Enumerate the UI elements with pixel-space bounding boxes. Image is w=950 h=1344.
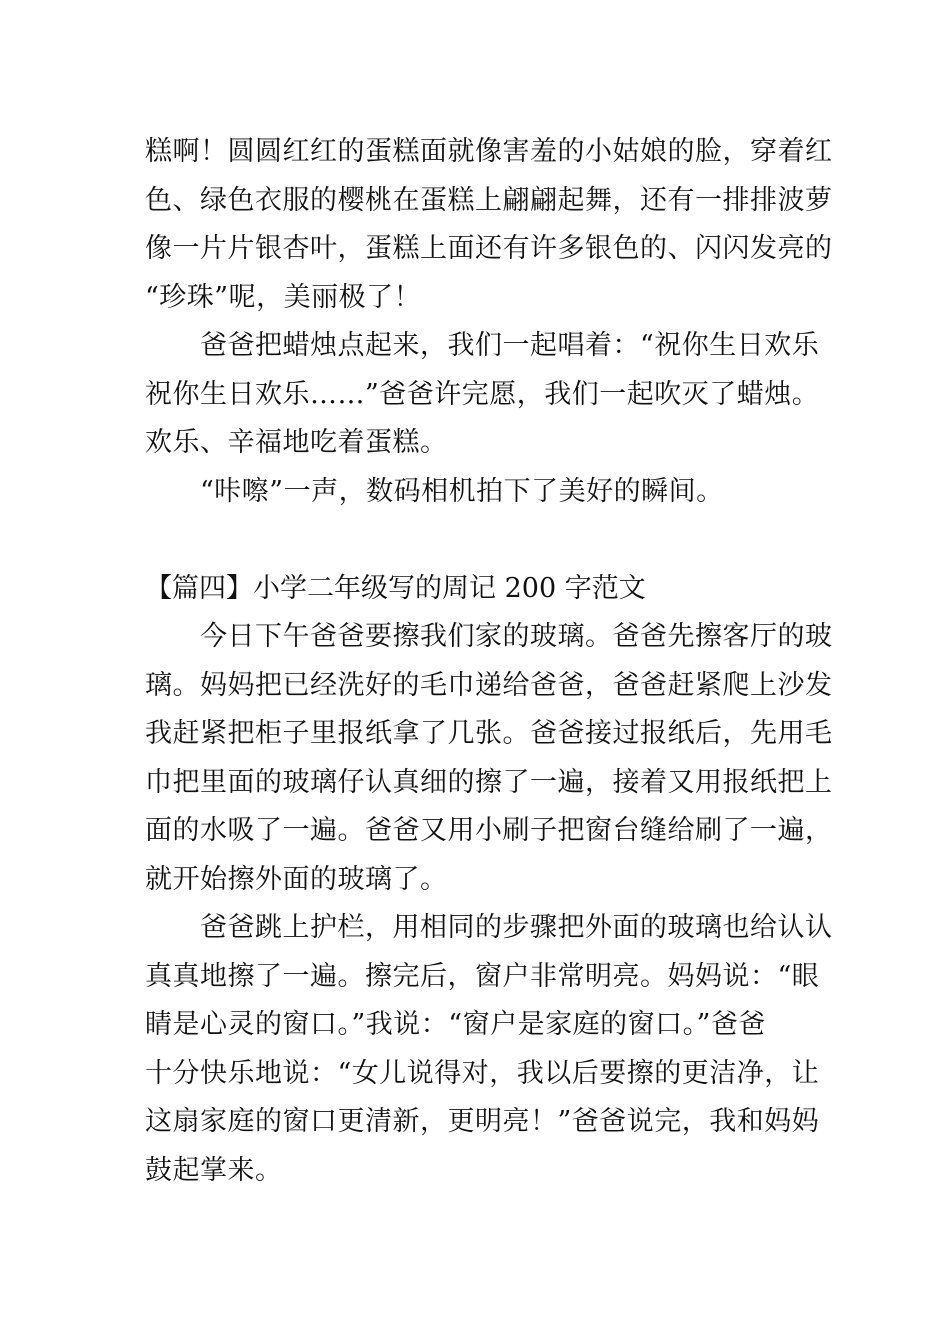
text-line: “咔嚓”一声，数码相机拍下了美好的瞬间。 bbox=[200, 475, 724, 507]
section-heading: 【篇四】小学二年级写的周记 200 字范文 bbox=[145, 572, 646, 604]
text-line: 今日下午爸爸要擦我们家的玻璃。爸爸先擦客厅的玻 bbox=[200, 621, 833, 652]
paragraph-spacer bbox=[145, 516, 815, 565]
paragraph-cake-description bbox=[145, 128, 833, 322]
text-line: 欢乐、辛福地吃着蛋糕。 bbox=[145, 427, 448, 458]
document-body bbox=[145, 128, 833, 1195]
text-line: 色、绿色衣服的樱桃在蛋糕上翩翩起舞，还有一排排波萝 bbox=[145, 184, 833, 216]
text-line: 这扇家庭的窗口更清新，更明亮！”爸爸说完，我和妈妈 bbox=[145, 1106, 820, 1137]
paragraph-candles bbox=[145, 322, 820, 468]
text-line: 糕啊！圆圆红红的蛋糕面就像害羞的小姑娘的脸，穿着红 bbox=[145, 136, 833, 167]
text-line: 我赶紧把柜子里报纸拿了几张。爸爸接过报纸后，先用毛 bbox=[145, 718, 833, 749]
text-line: 璃。妈妈把已经洗好的毛巾递给爸爸，爸爸赶紧爬上沙发 bbox=[145, 669, 833, 701]
text-line: 鼓起掌来。 bbox=[145, 1154, 283, 1186]
text-line: 像一片片银杏叶，蛋糕上面还有许多银色的、闪闪发亮的 bbox=[145, 233, 833, 264]
text-line: “珍珠”呢，美丽极了！ bbox=[145, 281, 422, 313]
text-line: 祝你生日欢乐……”爸爸许完愿，我们一起吹灭了蜡烛。 bbox=[145, 378, 820, 410]
text-line: 巾把里面的玻璃仔认真细的擦了一遍，接着又用报纸把上 bbox=[145, 766, 833, 798]
text-line: 十分快乐地说：“女儿说得对，我以后要擦的更洁净，让 bbox=[145, 1057, 820, 1089]
text-line: 睛是心灵的窗口。”我说：“窗户是家庭的窗口。”爸爸 bbox=[145, 1009, 766, 1040]
text-line: 真真地擦了一遍。擦完后，窗户非常明亮。妈妈说：“眼 bbox=[145, 960, 820, 992]
paragraph-photo bbox=[145, 468, 815, 517]
paragraph-outside-glass bbox=[145, 904, 833, 1195]
text-line: 面的水吸了一遍。爸爸又用小刷子把窗台缝给刷了一遍， bbox=[145, 815, 833, 846]
text-line: 就开始擦外面的玻璃了。 bbox=[145, 863, 448, 895]
text-line: 爸爸跳上护栏，用相同的步骤把外面的玻璃也给认认 bbox=[200, 912, 833, 943]
text-line: 爸爸把蜡烛点起来，我们一起唱着：“祝你生日欢乐 bbox=[200, 330, 820, 361]
paragraph-window-cleaning bbox=[145, 613, 833, 904]
